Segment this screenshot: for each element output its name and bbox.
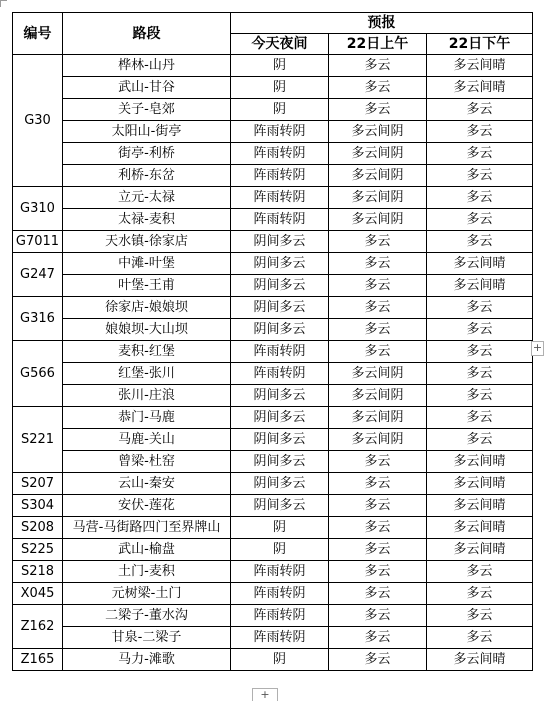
afternoon-forecast-cell: 多云 (427, 121, 533, 143)
road-segment-cell: 元树梁-土门 (63, 583, 231, 605)
morning-forecast-cell: 多云间阴 (329, 407, 427, 429)
tonight-forecast-cell: 阴 (231, 99, 329, 121)
table-row (13, 121, 533, 143)
afternoon-forecast-cell: 多云间晴 (427, 253, 533, 275)
route-code-cell: S221 (13, 407, 63, 473)
tonight-forecast-cell: 阵雨转阴 (231, 627, 329, 649)
table-row (13, 605, 533, 627)
tonight-forecast-cell: 阵雨转阴 (231, 583, 329, 605)
table-row (13, 231, 533, 253)
route-code-cell: G247 (13, 253, 63, 297)
afternoon-forecast-cell: 多云 (427, 627, 533, 649)
route-code-cell: G310 (13, 187, 63, 231)
morning-forecast-cell: 多云间阴 (329, 187, 427, 209)
morning-forecast-cell: 多云间阴 (329, 429, 427, 451)
table-row (13, 209, 533, 231)
tonight-forecast-cell: 阴间多云 (231, 275, 329, 297)
morning-forecast-cell: 多云 (329, 583, 427, 605)
afternoon-forecast-cell: 多云 (427, 319, 533, 341)
header-afternoon: 22日下午 (427, 34, 533, 55)
table-row (13, 187, 533, 209)
route-code-cell: S218 (13, 561, 63, 583)
tonight-forecast-cell: 阴间多云 (231, 297, 329, 319)
tonight-forecast-cell: 阴 (231, 77, 329, 99)
road-segment-cell: 徐家店-娘娘坝 (63, 297, 231, 319)
road-segment-cell: 桦林-山丹 (63, 55, 231, 77)
table-row (13, 319, 533, 341)
tonight-forecast-cell: 阵雨转阴 (231, 165, 329, 187)
table-row (13, 451, 533, 473)
morning-forecast-cell: 多云 (329, 517, 427, 539)
table-row (13, 517, 533, 539)
tonight-forecast-cell: 阴 (231, 539, 329, 561)
afternoon-forecast-cell: 多云 (427, 429, 533, 451)
route-code-cell: S207 (13, 473, 63, 495)
morning-forecast-cell: 多云 (329, 319, 427, 341)
tonight-forecast-cell: 阵雨转阴 (231, 187, 329, 209)
afternoon-forecast-cell: 多云 (427, 363, 533, 385)
road-segment-cell: 太阳山-街亭 (63, 121, 231, 143)
table-row (13, 385, 533, 407)
morning-forecast-cell: 多云 (329, 539, 427, 561)
road-segment-cell: 张川-庄浪 (63, 385, 231, 407)
tonight-forecast-cell: 阴间多云 (231, 473, 329, 495)
tonight-forecast-cell: 阵雨转阴 (231, 341, 329, 363)
road-segment-cell: 曾梁-杜窑 (63, 451, 231, 473)
tonight-forecast-cell: 阴间多云 (231, 407, 329, 429)
road-segment-cell: 立元-太禄 (63, 187, 231, 209)
road-segment-cell: 二梁子-董水沟 (63, 605, 231, 627)
table-row (13, 473, 533, 495)
table-row (13, 77, 533, 99)
tonight-forecast-cell: 阴 (231, 55, 329, 77)
table-row (13, 627, 533, 649)
road-segment-cell: 马力-滩歌 (63, 649, 231, 671)
tonight-forecast-cell: 阵雨转阴 (231, 605, 329, 627)
afternoon-forecast-cell: 多云 (427, 231, 533, 253)
afternoon-forecast-cell: 多云 (427, 209, 533, 231)
table-row (13, 363, 533, 385)
road-segment-cell: 街亭-利桥 (63, 143, 231, 165)
afternoon-forecast-cell: 多云间晴 (427, 55, 533, 77)
table-row (13, 275, 533, 297)
afternoon-forecast-cell: 多云间晴 (427, 517, 533, 539)
table-row (13, 583, 533, 605)
road-segment-cell: 土门-麦积 (63, 561, 231, 583)
afternoon-forecast-cell: 多云间晴 (427, 539, 533, 561)
road-segment-cell: 中滩-叶堡 (63, 253, 231, 275)
afternoon-forecast-cell: 多云 (427, 165, 533, 187)
road-segment-cell: 安伏-莲花 (63, 495, 231, 517)
tonight-forecast-cell: 阵雨转阴 (231, 561, 329, 583)
route-code-cell: Z165 (13, 649, 63, 671)
morning-forecast-cell: 多云间阴 (329, 121, 427, 143)
forecast-table-body (13, 55, 533, 671)
table-row (13, 99, 533, 121)
afternoon-forecast-cell: 多云 (427, 297, 533, 319)
tonight-forecast-cell: 阵雨转阴 (231, 363, 329, 385)
tonight-forecast-cell: 阴间多云 (231, 231, 329, 253)
road-segment-cell: 关子-皂郊 (63, 99, 231, 121)
table-row (13, 429, 533, 451)
road-segment-cell: 武山-甘谷 (63, 77, 231, 99)
table-row (13, 561, 533, 583)
morning-forecast-cell: 多云 (329, 275, 427, 297)
morning-forecast-cell: 多云 (329, 99, 427, 121)
road-segment-cell: 麦积-红堡 (63, 341, 231, 363)
morning-forecast-cell: 多云 (329, 341, 427, 363)
route-code-cell: G566 (13, 341, 63, 407)
morning-forecast-cell: 多云 (329, 55, 427, 77)
afternoon-forecast-cell: 多云间晴 (427, 649, 533, 671)
route-code-cell: G316 (13, 297, 63, 341)
morning-forecast-cell: 多云 (329, 253, 427, 275)
road-segment-cell: 娘娘坝-大山坝 (63, 319, 231, 341)
tonight-forecast-cell: 阵雨转阴 (231, 121, 329, 143)
tonight-forecast-cell: 阴间多云 (231, 253, 329, 275)
morning-forecast-cell: 多云间阴 (329, 363, 427, 385)
afternoon-forecast-cell: 多云间晴 (427, 77, 533, 99)
table-row (13, 649, 533, 671)
road-segment-cell: 武山-榆盘 (63, 539, 231, 561)
morning-forecast-cell: 多云 (329, 561, 427, 583)
table-row (13, 407, 533, 429)
road-segment-cell: 马营-马街路四门至界牌山 (63, 517, 231, 539)
route-code-cell: S208 (13, 517, 63, 539)
tonight-forecast-cell: 阵雨转阴 (231, 143, 329, 165)
morning-forecast-cell: 多云间阴 (329, 143, 427, 165)
header-code: 编号 (13, 13, 63, 55)
table-row (13, 55, 533, 77)
afternoon-forecast-cell: 多云 (427, 561, 533, 583)
route-code-cell: X045 (13, 583, 63, 605)
table-row (13, 341, 533, 363)
road-segment-cell: 利桥-东岔 (63, 165, 231, 187)
table-row (13, 143, 533, 165)
afternoon-forecast-cell: 多云间晴 (427, 451, 533, 473)
tonight-forecast-cell: 阴间多云 (231, 495, 329, 517)
road-segment-cell: 甘泉-二梁子 (63, 627, 231, 649)
route-code-cell: G7011 (13, 231, 63, 253)
morning-forecast-cell: 多云 (329, 451, 427, 473)
route-code-cell: S304 (13, 495, 63, 517)
table-row (13, 539, 533, 561)
road-segment-cell: 恭门-马鹿 (63, 407, 231, 429)
table-row (13, 253, 533, 275)
afternoon-forecast-cell: 多云间晴 (427, 275, 533, 297)
add-row-handle[interactable]: + (252, 688, 278, 701)
header-tonight: 今天夜间 (231, 34, 329, 55)
header-morning: 22日上午 (329, 34, 427, 55)
morning-forecast-cell: 多云间阴 (329, 165, 427, 187)
table-row (13, 495, 533, 517)
tonight-forecast-cell: 阴间多云 (231, 451, 329, 473)
morning-forecast-cell: 多云间阴 (329, 209, 427, 231)
afternoon-forecast-cell: 多云 (427, 187, 533, 209)
afternoon-forecast-cell: 多云 (427, 385, 533, 407)
afternoon-forecast-cell: 多云 (427, 99, 533, 121)
route-code-cell: Z162 (13, 605, 63, 649)
road-segment-cell: 马鹿-关山 (63, 429, 231, 451)
afternoon-forecast-cell: 多云 (427, 341, 533, 363)
table-row (13, 165, 533, 187)
morning-forecast-cell: 多云 (329, 473, 427, 495)
road-segment-cell: 叶堡-王甫 (63, 275, 231, 297)
afternoon-forecast-cell: 多云间晴 (427, 495, 533, 517)
tonight-forecast-cell: 阴 (231, 649, 329, 671)
tonight-forecast-cell: 阴间多云 (231, 429, 329, 451)
route-code-cell: G30 (13, 55, 63, 187)
morning-forecast-cell: 多云 (329, 495, 427, 517)
morning-forecast-cell: 多云 (329, 627, 427, 649)
afternoon-forecast-cell: 多云 (427, 407, 533, 429)
road-segment-cell: 太禄-麦积 (63, 209, 231, 231)
morning-forecast-cell: 多云 (329, 605, 427, 627)
forecast-table (12, 12, 533, 671)
table-corner-handle (0, 0, 7, 7)
road-segment-cell: 天水镇-徐家店 (63, 231, 231, 253)
afternoon-forecast-cell: 多云 (427, 143, 533, 165)
tonight-forecast-cell: 阴间多云 (231, 319, 329, 341)
route-code-cell: S225 (13, 539, 63, 561)
morning-forecast-cell: 多云 (329, 231, 427, 253)
road-segment-cell: 云山-秦安 (63, 473, 231, 495)
header-forecast: 预报 (231, 13, 533, 34)
expand-handle[interactable]: + (532, 341, 543, 354)
table-row (13, 297, 533, 319)
morning-forecast-cell: 多云 (329, 649, 427, 671)
afternoon-forecast-cell: 多云 (427, 583, 533, 605)
tonight-forecast-cell: 阴 (231, 517, 329, 539)
header-segment: 路段 (63, 13, 231, 55)
tonight-forecast-cell: 阵雨转阴 (231, 209, 329, 231)
afternoon-forecast-cell: 多云 (427, 605, 533, 627)
afternoon-forecast-cell: 多云间晴 (427, 473, 533, 495)
morning-forecast-cell: 多云 (329, 77, 427, 99)
morning-forecast-cell: 多云 (329, 297, 427, 319)
tonight-forecast-cell: 阴间多云 (231, 385, 329, 407)
morning-forecast-cell: 多云间阴 (329, 385, 427, 407)
road-segment-cell: 红堡-张川 (63, 363, 231, 385)
